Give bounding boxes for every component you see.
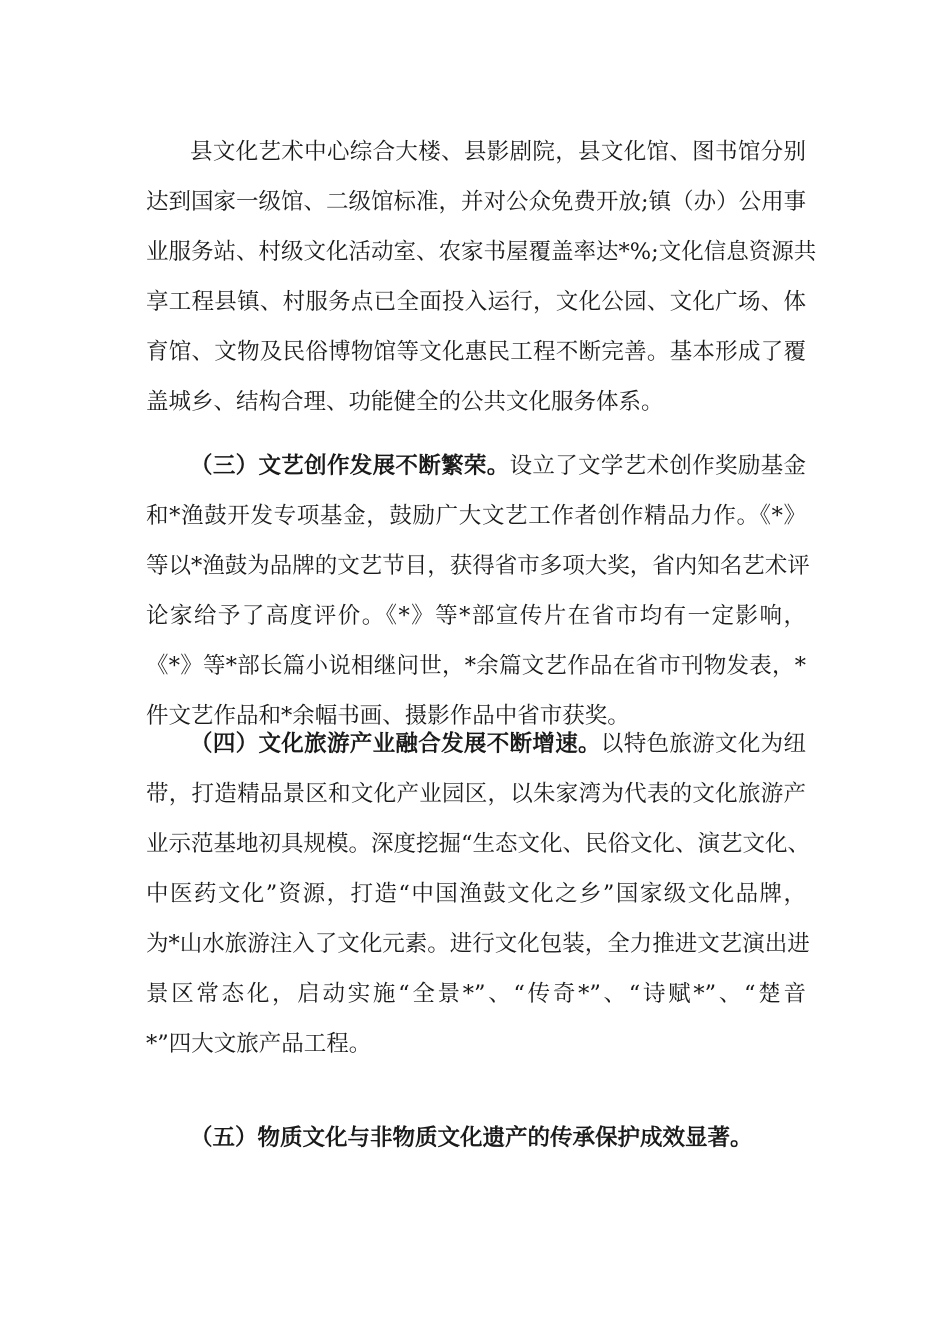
- paragraph-first-line: [146, 719, 806, 769]
- paragraph-line: 带，打造精品景区和文化产业园区，以朱家湾为代表的文化旅游产: [146, 781, 806, 807]
- paragraph-line: 为*山水旅游注入了文化元素。进行文化包装，全力推进文艺演出进: [146, 931, 810, 957]
- paragraph-heritage-protection: [146, 1113, 806, 1163]
- paragraph-culture-tourism: [146, 719, 811, 1069]
- section-heading: （四）文化旅游产业融合发展不断增速。: [190, 731, 601, 757]
- paragraph-line: 中医药文化”资源，打造“中国渔鼓文化之乡”国家级文化品牌，: [146, 881, 806, 907]
- paragraph-line: 育馆、文物及民俗博物馆等文化惠民工程不断完善。基本形成了覆: [146, 339, 806, 365]
- paragraph-line: 业服务站、村级文化活动室、农家书屋覆盖率达*%;文化信息资源共: [146, 239, 817, 265]
- section-heading: （三）文艺创作发展不断繁荣。: [190, 453, 510, 479]
- paragraph-first-line: [146, 441, 806, 491]
- paragraph-text: 以特色旅游文化为纽: [600, 731, 806, 757]
- paragraph-line: 盖城乡、结构合理、功能健全的公共文化服务体系。: [146, 389, 664, 415]
- paragraph-line: 《*》等*部长篇小说相继问世，*余篇文艺作品在省市刊物发表，*: [146, 653, 806, 679]
- paragraph-line: 景区常态化，启动实施“全景*”、“传奇*”、“诗赋*”、“楚音: [146, 981, 806, 1007]
- paragraph-line: *”四大文旅产品工程。: [146, 1031, 372, 1057]
- paragraph-public-culture-facilities: [146, 127, 817, 427]
- paragraph-line: 享工程县镇、村服务点已全面投入运行，文化公园、文化广场、体: [146, 289, 806, 315]
- paragraph-line: 达到国家一级馆、二级馆标准，并对公众免费开放;镇（办）公用事: [146, 189, 807, 215]
- paragraph-line: 和*渔鼓开发专项基金，鼓励广大文艺工作者创作精品力作。《*》: [146, 503, 806, 529]
- paragraph-text: 设立了文学艺术创作奖励基金: [509, 453, 806, 479]
- paragraph-line: 业示范基地初具规模。深度挖掘“生态文化、民俗文化、演艺文化、: [146, 831, 811, 857]
- paragraph-line: 件文艺作品和*余幅书画、摄影作品中省市获奖。: [146, 703, 630, 729]
- paragraph-line: 县文化艺术中心综合大楼、县影剧院，县文化馆、图书馆分别: [190, 139, 806, 165]
- paragraph-line: 等以*渔鼓为品牌的文艺节目，获得省市多项大奖，省内知名艺术评: [146, 553, 810, 579]
- paragraph-literary-creation: [146, 441, 810, 741]
- section-heading: （五）物质文化与非物质文化遗产的传承保护成效显著。: [190, 1125, 753, 1151]
- paragraph-line: 论家给予了高度评价。《*》等*部宣传片在省市均有一定影响，: [146, 603, 806, 629]
